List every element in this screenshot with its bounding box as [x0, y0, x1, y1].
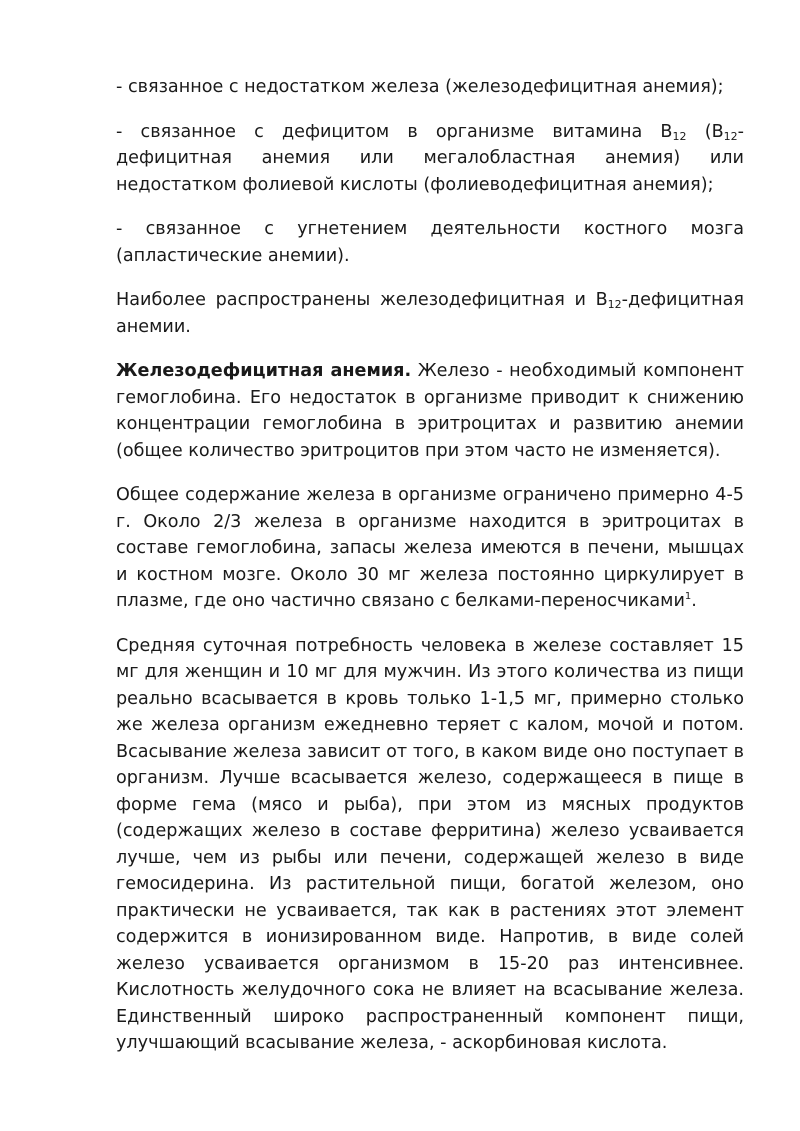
text-run: - связанное с дефицитом в организме витамина B — [116, 121, 673, 142]
text-run: (B — [686, 121, 724, 142]
document-page — [116, 74, 744, 1075]
text-run: . — [691, 591, 697, 611]
footnote-marker[interactable]: 1 — [684, 591, 692, 602]
text-run: -дефицитная анемии. — [116, 290, 744, 337]
paragraph-iron-deficiency-anemia — [116, 358, 744, 464]
paragraph-most-common — [116, 287, 744, 340]
subscript-12: 12 — [672, 129, 687, 143]
subscript-12: 12 — [723, 129, 738, 143]
text-run: Железо - необходимый компонент гемоглобина. Его недостаток в организме приводит к снижению концентрации гемоглобина в эритроцитах и развитию анемии (общее количество эритроцитов при этом часто не изменяется). — [116, 361, 744, 461]
paragraph-b12-deficiency-item — [116, 119, 744, 199]
section-heading: Железодефицитная анемия. — [116, 361, 412, 381]
paragraph-aplastic-item: - связанное с угнетением деятельности костного мозга (апластические анемии). — [116, 219, 744, 266]
paragraph-iron-content — [116, 482, 744, 615]
subscript-12: 12 — [607, 298, 622, 311]
text-run: Наиболее распространены железодефицитная и B — [116, 290, 608, 310]
paragraph-daily-requirement: Средняя суточная потребность человека в железе составляет 15 мг для женщин и 10 мг для мужчин. Из этого количества из пищи реально всасывается в кровь только 1-1,5 мг, примерно столько же железа организм ежедневно теряет с калом, мочой и потом. Всасывание железа зависит от того, в каком виде оно поступает в организм. Лучше всасывается железо, содержащееся в пище в форме гема (мясо и рыба), при этом из мясных продуктов (содержащих железо в составе ферритина) железо усваивается лучше, чем из рыбы или печени, содержащей железо в виде гемосидерина. Из растительной пищи, богатой железом, оно практически не усваивается, так как в растениях этот элемент содержится в ионизированном виде. Напротив, в виде солей железо усваивается организмом в 15-20 раз интенсивнее. Кислотность желудочного сока не влияет на всасывание железа. Единственный широко распространенный компонент пищи, улучшающий всасывание железа, - аскорбиновая кислота. — [116, 635, 744, 1053]
text-run: Общее содержание железа в организме ограничено примерно 4-5 г. Около 2/3 железа в организме находится в эритроцитах в составе гемоглобина, запасы железа имеются в печени, мышцах и костном мозге. Около 30 мг железа постоянно циркулирует в плазме, где оно частично связано с белками-переносчиками — [116, 485, 744, 611]
paragraph-iron-deficiency-item: - связанное с недостатком железа (железодефицитная анемия); — [116, 77, 724, 97]
text-run: -дефицитная анемия или мегалобластная анемия) или недостатком фолиевой кислоты (фолиеводефицитная анемия); — [116, 121, 745, 195]
